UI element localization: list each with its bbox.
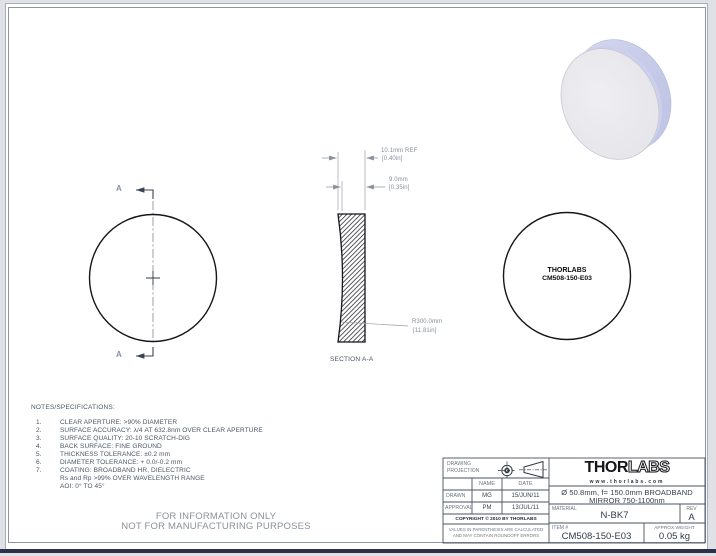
dim-radius-mm: R300.0mm [412,319,443,325]
part-description-line2: MIRROR 750-1100nm [589,495,665,505]
note-text: THICKNESS TOLERANCE: ±0.2 mm [60,451,171,458]
dim-thickness-ref-mm: 10.1mm REF [381,148,418,154]
item-number-label: ITEM # [552,525,569,531]
engraving-part-number: CM508-150-E03 [542,275,592,282]
note-text: DIAMETER TOLERANCE: + 0.0/-0.2 mm [60,459,183,466]
note-text: AOI: 0° TO 45° [60,483,105,490]
item-number-value: CM508-150-E03 [561,531,632,542]
section-view-title: SECTION A-A [330,356,374,363]
part-description-line1: Ø 50.8mm, f= 150.0mm BROADBAND [561,487,693,497]
rev-value: A [688,511,695,523]
thorlabs-logo [549,459,705,476]
weight-value: 0.05 kg [658,531,691,542]
center-mark [146,271,160,285]
dim-thickness-mm: 9.0mm [389,177,408,183]
section-cut-arrow-bottom [136,347,153,356]
note-text: Rs and Rp >99% OVER WAVELENGTH RANGE [60,475,205,482]
note-num: 6. [36,459,42,466]
section-cut-arrow-top [136,190,153,199]
front-view [90,190,217,356]
disc-front-face [542,32,677,177]
dim-thickness-in: [0.35in] [389,185,410,191]
logo-labs-text: LABS [627,459,670,476]
drawn-name: MG [482,492,492,499]
projection-label: DRAWING PROJECTION [447,461,480,474]
col-header-name: NAME [479,481,495,487]
dim-radius-in: [11.81in] [413,328,437,334]
note-num: 2. [36,427,42,434]
note-num: 1. [36,419,42,426]
note-num: 4. [36,443,42,450]
note-num: 7. [36,467,42,474]
note-num: 3. [36,435,42,442]
col-header-date: DATE [518,481,533,487]
approval-name: PM [482,504,492,511]
approval-date: 13/JUL/11 [512,504,539,511]
drawn-label: DRAWN [446,493,466,499]
disclaimer-line1: VALUES IN PARENTHESIS ARE CALCULATED [448,527,544,532]
material-value: N-BK7 [600,510,629,521]
note-text: CLEAR APERTURE: >90% DIAMETER [60,419,178,426]
note-text: BACK SURFACE: FINE GROUND [60,443,162,450]
logo-thor-text: THOR [584,459,628,476]
third-angle-projection-symbol [498,462,548,480]
note-text: SURFACE ACCURACY: λ/4 AT 632.8nm OVER CLEAR APERTURE [60,427,263,434]
note-num: 5. [36,451,42,458]
watermark-line2: NOT FOR MANUFACTURING PURPOSES [121,521,311,532]
disclaimer-line2: AND MAY CONTAIN ROUNDOFF ERRORS [452,533,540,538]
rev-label: REV [686,506,697,512]
dim-thickness-ref-in: [0.40in] [382,156,403,162]
weight-label: APPROX WEIGHT [654,525,695,531]
section-marker-a-bottom: A [116,350,122,359]
drawn-date: 15/JUN/11 [511,492,540,499]
logo-url: www.thorlabs.com [589,479,665,485]
mirror-3d-render [542,23,689,177]
engraving-brand: THORLABS [547,267,587,274]
section-marker-a-top: A [116,184,122,193]
material-label: MATERIAL [552,506,577,512]
note-text: COATING: BROADBAND HR, DIELECTRIC [60,467,191,474]
copyright-notice: COPYRIGHT © 2010 BY THORLABS [455,516,537,522]
notes-title: NOTES/SPECIFICATIONS: [31,404,115,411]
approval-label: APPROVAL [445,505,473,511]
watermark-line1: FOR INFORMATION ONLY [155,511,277,522]
note-text: SURFACE QUALITY: 20-10 SCRATCH-DIG [60,435,191,442]
